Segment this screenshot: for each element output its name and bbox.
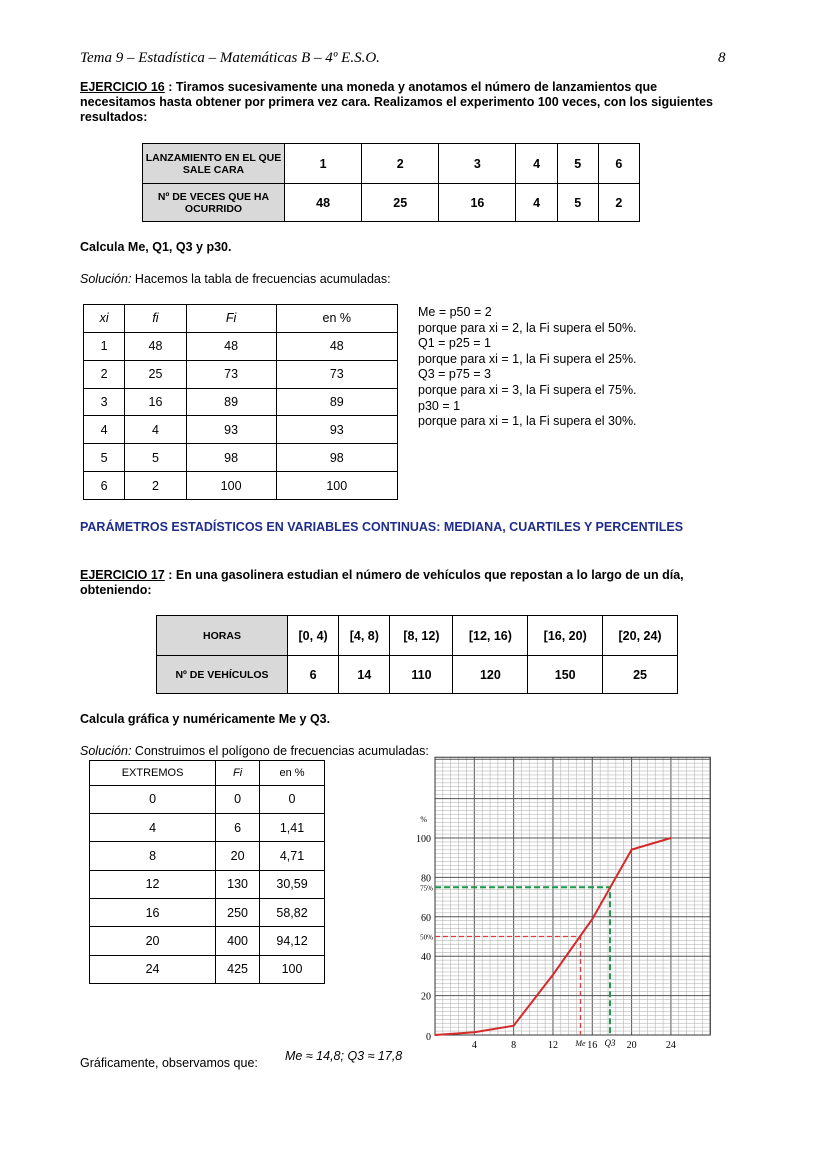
cell: 25 [125,360,186,388]
cell: 130 [216,870,260,898]
note-line: Q1 = p25 = 1 [418,336,491,351]
y-tick-label: 80 [421,873,431,885]
row-header: HORAS [157,616,288,656]
cell: 150 [528,656,603,694]
cell: 98 [276,444,397,472]
x-tick-label: 16 [587,1040,598,1051]
x-tick-label: 24 [665,1040,676,1051]
section-title: PARÁMETROS ESTADÍSTICOS EN VARIABLES CONTINUAS: MEDIANA, CUARTILES Y PERCENTILES [80,520,684,534]
data-point [670,837,672,839]
cell: 16 [439,184,516,222]
cell: 1 [84,332,125,360]
cell: 6 [216,813,260,841]
cell: 5 [125,444,186,472]
note-line: porque para xi = 2, la Fi supera el 50%. [418,320,637,335]
cell: [20, 24) [603,616,678,656]
cell: 4 [516,184,557,222]
exercise-text: : Tiramos sucesivamente una moneda y anotamos el número de lanzamientos que necesitamos hasta obtener por primera vez cara. Realizamos el experimento 100 veces, con los siguientes resultados: [80,80,713,124]
row-header: LANZAMIENTO EN EL QUE SALE CARA [143,144,285,184]
exercise-16-task: Calcula Me, Q1, Q3 y p30. [80,240,232,254]
data-point [434,1034,436,1036]
q3-x-label: Q3 [604,1038,616,1048]
solution-16 [80,272,391,286]
cell: 100 [276,472,397,500]
cell: 4 [90,813,216,841]
table-row [90,785,325,813]
cell: 0 [216,785,260,813]
table-row [84,332,398,360]
x-tick-label: 8 [511,1040,517,1051]
table-row [84,472,398,500]
cell: 20 [216,842,260,870]
cell: 8 [90,842,216,870]
note-line: p30 = 1 [418,398,461,413]
table-row [90,842,325,870]
exercise-16-statement [80,80,730,125]
cell: 94,12 [260,927,325,955]
y-tick-label: 40 [421,952,431,964]
solution-text: Construimos el polígono de frecuencias acumuladas: [131,744,429,758]
column-header: fi [125,305,186,333]
column-header: en % [276,305,397,333]
cell: [0, 4) [288,616,339,656]
note-line: porque para xi = 1, la Fi supera el 30%. [418,414,637,429]
x-tick-label: 4 [471,1040,477,1051]
cell: 6 [84,472,125,500]
cell: 89 [186,388,276,416]
cell: 6 [598,144,639,184]
q3-percent-label: 75% [420,884,433,893]
vehicles-table [156,615,678,694]
solution-17 [80,744,429,758]
median-percent-label: 50% [420,933,433,942]
cell: [4, 8) [339,616,390,656]
table-row [90,955,325,983]
cell: 12 [90,870,216,898]
cell: 100 [260,955,325,983]
percentile-notes [418,305,637,430]
table-row [90,870,325,898]
solution-label: Solución: [80,744,132,758]
cell: 73 [186,360,276,388]
cell: 2 [598,184,639,222]
cell: 2 [84,360,125,388]
row-header: Nº DE VECES QUE HA OCURRIDO [143,184,285,222]
cell: 25 [362,184,439,222]
cell: 4,71 [260,842,325,870]
cell: 2 [125,472,186,500]
header-row [90,761,325,786]
cell: 4 [125,416,186,444]
cell: 4 [84,416,125,444]
cell: 250 [216,898,260,926]
data-point [474,1031,476,1033]
exercise-label: EJERCICIO 16 [80,80,165,94]
solution-text: Hacemos la tabla de frecuencias acumuladas: [131,272,391,286]
median-x-label: Me [575,1039,586,1048]
cell: 73 [276,360,397,388]
frequency-table [83,304,398,500]
cell: 0 [260,785,325,813]
median-guide [435,937,580,1036]
cell: [12, 16) [453,616,528,656]
column-header: EXTREMOS [90,761,216,786]
note-line: porque para xi = 1, la Fi supera el 25%. [418,351,637,366]
cell: 48 [125,332,186,360]
data-point [631,849,633,851]
y-axis-label: % [420,815,427,825]
cell: [8, 12) [390,616,453,656]
table-row [84,388,398,416]
cell: 3 [84,388,125,416]
x-tick-label: 20 [626,1040,637,1051]
solution-label: Solución: [80,272,132,286]
cell: 400 [216,927,260,955]
x-tick-label: 12 [547,1040,558,1051]
exercise-label: EJERCICIO 17 [80,568,165,582]
note-line: Q3 = p75 = 3 [418,367,491,382]
table-row [84,416,398,444]
graph-text: Gráficamente, observamos que: [80,1056,258,1070]
table-row [84,444,398,472]
data-point [513,1025,515,1027]
cell: 2 [362,144,439,184]
cell: 16 [90,898,216,926]
cell: 30,59 [260,870,325,898]
cell: 425 [216,955,260,983]
cell: 98 [186,444,276,472]
column-header: xi [84,305,125,333]
cell: 0 [90,785,216,813]
cell: 100 [186,472,276,500]
page-number: 8 [718,50,726,66]
note-line: Me = p50 = 2 [418,305,492,319]
cell: 58,82 [260,898,325,926]
table-row [84,360,398,388]
cell: 48 [186,332,276,360]
cell: 16 [125,388,186,416]
exercise-17-task: Calcula gráfica y numéricamente Me y Q3. [80,712,331,726]
cumulative-table [89,760,325,984]
cell: 1 [285,144,362,184]
header-row [84,305,398,333]
row-header: Nº DE VEHÍCULOS [157,656,288,694]
note-line: porque para xi = 3, la Fi supera el 75%. [418,382,637,397]
exercise-17-statement [80,568,730,598]
data-point [552,974,554,976]
cell: 5 [557,144,598,184]
table-row [90,898,325,926]
cell: 48 [276,332,397,360]
cell: 120 [453,656,528,694]
column-header: Fi [186,305,276,333]
cumulative-frequency-polygon [400,750,720,1060]
cell: 20 [90,927,216,955]
cell: 93 [276,416,397,444]
cell: 5 [557,184,598,222]
table-row [90,927,325,955]
y-tick-label: 60 [421,912,431,924]
cell: 1,41 [260,813,325,841]
cell: 3 [439,144,516,184]
cell: 110 [390,656,453,694]
cell: 4 [516,144,557,184]
cell: [16, 20) [528,616,603,656]
results-table [142,143,640,222]
y-tick-label: 20 [421,991,431,1003]
cell: 48 [285,184,362,222]
data-point [591,918,593,920]
cell: 6 [288,656,339,694]
header-title: Tema 9 – Estadística – Matemáticas B – 4º E.S.O. [80,50,380,66]
cell: 5 [84,444,125,472]
cell: 93 [186,416,276,444]
cell: 89 [276,388,397,416]
exercise-text: : En una gasolinera estudian el número de vehículos que repostan a lo largo de un día, obteniendo: [80,568,684,597]
graph-result: Me ≈ 14,8; Q3 ≈ 17,8 [285,1049,403,1063]
column-header: Fi [216,761,260,786]
origin-label: 0 [426,1032,431,1043]
column-header: en % [260,761,325,786]
cell: 24 [90,955,216,983]
table-row [90,813,325,841]
cell: 25 [603,656,678,694]
y-tick-label: 100 [416,834,431,845]
cell: 14 [339,656,390,694]
